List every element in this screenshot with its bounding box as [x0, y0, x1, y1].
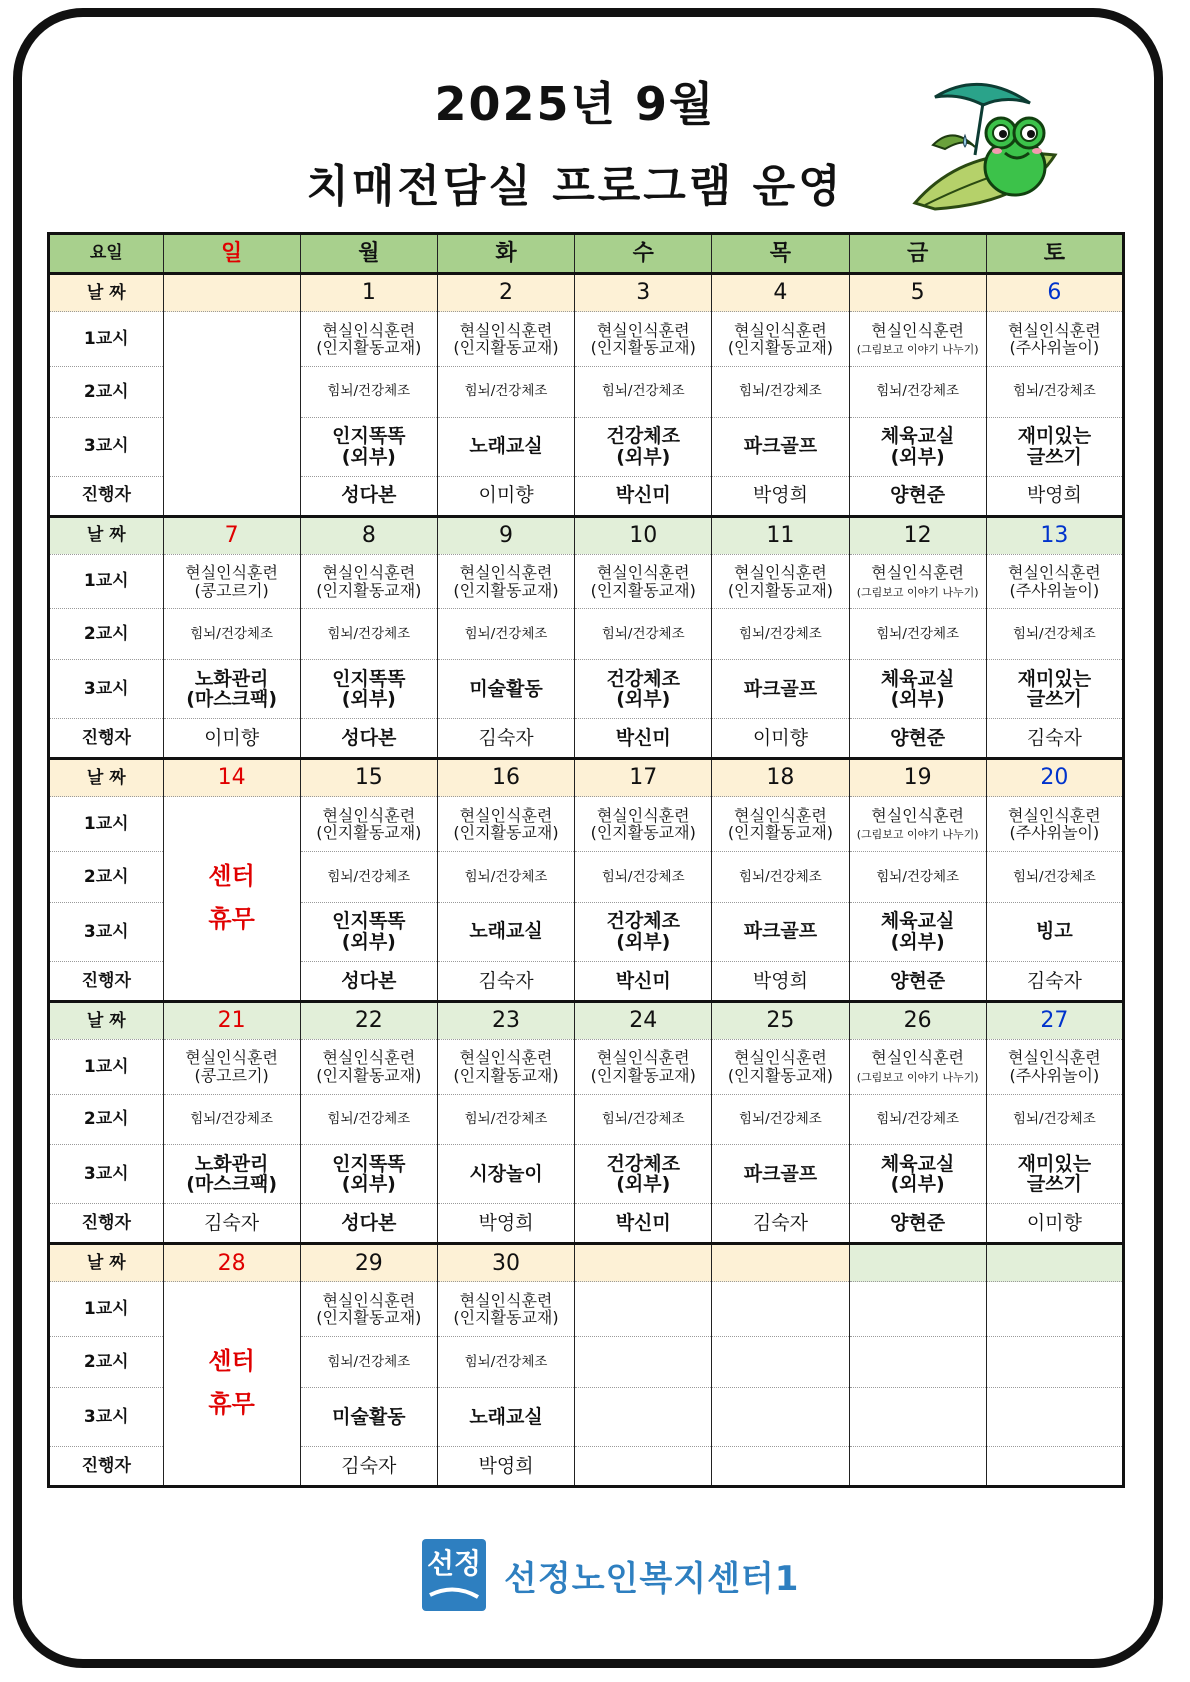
week2-period1-row — [49, 554, 1124, 609]
svg-text:선정: 선정 — [426, 1547, 482, 1580]
program-cell: 재미있는 글쓰기 — [986, 417, 1123, 476]
date-cell: 12 — [849, 516, 986, 554]
program-cell: 현실인식훈련 (인지활동교재) — [575, 312, 712, 367]
program-cell: 현실인식훈련 (주사위놀이) — [986, 1039, 1123, 1094]
program-cell: 현실인식훈련 (인지활동교재) — [300, 1039, 437, 1094]
program-cell: 현실인식훈련 (인지활동교재) — [300, 312, 437, 367]
period3-label: 3교시 — [49, 1387, 164, 1446]
program-cell: 힘뇌/건강체조 — [437, 1094, 574, 1145]
program-cell: 현실인식훈련 (인지활동교재) — [300, 554, 437, 609]
date-cell — [712, 1244, 849, 1282]
weekday-fri: 금 — [849, 234, 986, 274]
leader-cell: 김숙자 — [437, 961, 574, 1001]
program-cell: 힘뇌/건강체조 — [712, 852, 849, 903]
program-cell: 힘뇌/건강체조 — [437, 852, 574, 903]
weekday-header-row — [49, 234, 1124, 274]
period1-label: 1교시 — [49, 554, 164, 609]
weekday-label: 요일 — [49, 234, 164, 274]
empty-cell — [849, 1282, 986, 1337]
leader-label: 진행자 — [49, 1446, 164, 1486]
period3-label: 3교시 — [49, 1145, 164, 1204]
program-cell: 힘뇌/건강체조 — [712, 366, 849, 417]
week5-date-row — [49, 1244, 1124, 1282]
leader-cell: 성다본 — [300, 961, 437, 1001]
date-cell: 13 — [986, 516, 1123, 554]
org-name: 선정노인복지센터1 — [504, 1558, 800, 1599]
date-cell: 24 — [575, 1001, 712, 1039]
program-cell: 미술활동 — [300, 1387, 437, 1446]
leader-cell: 김숙자 — [986, 961, 1123, 1001]
leader-cell: 이미향 — [437, 476, 574, 516]
program-cell: 현실인식훈련 (주사위놀이) — [986, 312, 1123, 367]
leader-cell: 박영희 — [712, 961, 849, 1001]
program-cell: 현실인식훈련 (주사위놀이) — [986, 554, 1123, 609]
program-cell: 힘뇌/건강체조 — [300, 366, 437, 417]
empty-cell — [575, 1337, 712, 1388]
date-cell: 17 — [575, 759, 712, 797]
week4-leader-row — [49, 1204, 1124, 1244]
period1-label: 1교시 — [49, 797, 164, 852]
date-cell: 29 — [300, 1244, 437, 1282]
date-cell: 18 — [712, 759, 849, 797]
week2-leader-row — [49, 719, 1124, 759]
program-cell: 힘뇌/건강체조 — [575, 1094, 712, 1145]
date-cell: 22 — [300, 1001, 437, 1039]
date-cell — [575, 1244, 712, 1282]
program-cell: 노래교실 — [437, 902, 574, 961]
program-cell: 힘뇌/건강체조 — [437, 366, 574, 417]
program-cell: 현실인식훈련 (그림보고 이야기 나누기) — [849, 312, 986, 367]
week2-date-row — [49, 516, 1124, 554]
program-cell: 현실인식훈련 (인지활동교재) — [437, 1282, 574, 1337]
program-cell: 힘뇌/건강체조 — [437, 609, 574, 660]
program-cell: 현실인식훈련 (그림보고 이야기 나누기) — [849, 797, 986, 852]
empty-cell — [849, 1446, 986, 1486]
date-cell: 3 — [575, 274, 712, 312]
program-cell: 파크골프 — [712, 902, 849, 961]
program-cell: 힘뇌/건강체조 — [986, 852, 1123, 903]
period2-label: 2교시 — [49, 609, 164, 660]
period2-label: 2교시 — [49, 1094, 164, 1145]
program-cell: 체육교실 (외부) — [849, 417, 986, 476]
date-label: 날 짜 — [49, 516, 164, 554]
date-cell — [163, 274, 300, 312]
program-cell: 현실인식훈련 (그림보고 이야기 나누기) — [849, 554, 986, 609]
program-cell: 현실인식훈련 (인지활동교재) — [712, 797, 849, 852]
program-cell: 힘뇌/건강체조 — [163, 1094, 300, 1145]
date-cell — [849, 1244, 986, 1282]
leader-cell: 성다본 — [300, 1204, 437, 1244]
program-cell: 힘뇌/건강체조 — [300, 1094, 437, 1145]
program-cell: 현실인식훈련 (주사위놀이) — [986, 797, 1123, 852]
period2-label: 2교시 — [49, 1337, 164, 1388]
schedule-table — [47, 232, 1125, 1488]
date-label: 날 짜 — [49, 1001, 164, 1039]
period2-label: 2교시 — [49, 366, 164, 417]
program-cell: 힘뇌/건강체조 — [575, 366, 712, 417]
program-cell: 힘뇌/건강체조 — [986, 366, 1123, 417]
program-cell: 힘뇌/건강체조 — [849, 609, 986, 660]
program-cell: 현실인식훈련 (인지활동교재) — [300, 797, 437, 852]
empty-cell — [986, 1282, 1123, 1337]
program-cell: 현실인식훈련 (인지활동교재) — [437, 1039, 574, 1094]
week5-period1-row — [49, 1282, 1124, 1337]
org-logo-mark — [420, 1535, 490, 1615]
program-cell: 인지똑똑 (외부) — [300, 1145, 437, 1204]
frog-umbrella-illustration — [905, 75, 1075, 215]
program-cell: 노화관리 (마스크팩) — [163, 660, 300, 719]
empty-cell — [712, 1282, 849, 1337]
date-cell: 7 — [163, 516, 300, 554]
program-cell: 힘뇌/건강체조 — [300, 852, 437, 903]
leader-cell: 박영희 — [437, 1204, 574, 1244]
program-cell: 건강체조 (외부) — [575, 417, 712, 476]
program-cell: 인지똑똑 (외부) — [300, 660, 437, 719]
period2-label: 2교시 — [49, 852, 164, 903]
weekday-tue: 화 — [437, 234, 574, 274]
period3-label: 3교시 — [49, 417, 164, 476]
weekday-sat: 토 — [986, 234, 1123, 274]
program-cell: 힘뇌/건강체조 — [437, 1337, 574, 1388]
leader-cell: 박신미 — [575, 1204, 712, 1244]
leader-cell: 양현준 — [849, 1204, 986, 1244]
leader-label: 진행자 — [49, 961, 164, 1001]
program-cell: 힘뇌/건강체조 — [986, 609, 1123, 660]
week1-date-row — [49, 274, 1124, 312]
empty-cell — [849, 1387, 986, 1446]
program-cell: 파크골프 — [712, 1145, 849, 1204]
program-cell: 힘뇌/건강체조 — [986, 1094, 1123, 1145]
program-cell: 현실인식훈련 (인지활동교재) — [575, 554, 712, 609]
program-cell: 노래교실 — [437, 1387, 574, 1446]
program-cell: 파크골프 — [712, 660, 849, 719]
program-cell: 힘뇌/건강체조 — [849, 852, 986, 903]
period3-label: 3교시 — [49, 902, 164, 961]
date-cell: 30 — [437, 1244, 574, 1282]
date-cell: 6 — [986, 274, 1123, 312]
program-cell: 현실인식훈련 (인지활동교재) — [437, 554, 574, 609]
empty-cell — [575, 1446, 712, 1486]
empty-cell — [986, 1446, 1123, 1486]
week4-period3-row — [49, 1145, 1124, 1204]
leader-cell: 성다본 — [300, 719, 437, 759]
program-cell: 현실인식훈련 (그림보고 이야기 나누기) — [849, 1039, 986, 1094]
leader-cell: 김숙자 — [163, 1204, 300, 1244]
program-cell: 시장놀이 — [437, 1145, 574, 1204]
empty-cell — [712, 1337, 849, 1388]
date-cell: 16 — [437, 759, 574, 797]
leader-cell: 양현준 — [849, 961, 986, 1001]
week4-period2-row — [49, 1094, 1124, 1145]
date-cell: 1 — [300, 274, 437, 312]
date-cell: 26 — [849, 1001, 986, 1039]
program-cell: 현실인식훈련 (인지활동교재) — [437, 312, 574, 367]
empty-cell — [712, 1387, 849, 1446]
date-cell: 19 — [849, 759, 986, 797]
date-cell: 5 — [849, 274, 986, 312]
leader-cell: 양현준 — [849, 719, 986, 759]
program-cell: 현실인식훈련 (인지활동교재) — [300, 1282, 437, 1337]
org-logo — [420, 1535, 799, 1615]
program-cell: 힘뇌/건강체조 — [849, 366, 986, 417]
program-cell: 현실인식훈련 (인지활동교재) — [437, 797, 574, 852]
weekday-sun: 일 — [163, 234, 300, 274]
program-cell: 힘뇌/건강체조 — [712, 1094, 849, 1145]
empty-cell — [575, 1282, 712, 1337]
period3-label: 3교시 — [49, 660, 164, 719]
program-cell: 힘뇌/건강체조 — [163, 609, 300, 660]
date-cell: 14 — [163, 759, 300, 797]
program-cell: 현실인식훈련 (콩고르기) — [163, 554, 300, 609]
program-cell: 현실인식훈련 (인지활동교재) — [712, 554, 849, 609]
date-label: 날 짜 — [49, 1244, 164, 1282]
empty-cell — [163, 312, 300, 517]
closed-cell: 센터 휴무 — [163, 1282, 300, 1487]
weekday-wed: 수 — [575, 234, 712, 274]
program-cell: 체육교실 (외부) — [849, 1145, 986, 1204]
program-cell: 인지똑똑 (외부) — [300, 417, 437, 476]
week2-period3-row — [49, 660, 1124, 719]
period1-label: 1교시 — [49, 1039, 164, 1094]
program-cell: 재미있는 글쓰기 — [986, 660, 1123, 719]
leader-cell: 박신미 — [575, 961, 712, 1001]
week1-period1-row — [49, 312, 1124, 367]
program-cell: 건강체조 (외부) — [575, 1145, 712, 1204]
date-cell — [986, 1244, 1123, 1282]
empty-cell — [986, 1337, 1123, 1388]
program-cell: 힘뇌/건강체조 — [575, 852, 712, 903]
date-cell: 21 — [163, 1001, 300, 1039]
week4-period1-row — [49, 1039, 1124, 1094]
program-cell: 힘뇌/건강체조 — [300, 609, 437, 660]
date-cell: 20 — [986, 759, 1123, 797]
program-cell: 빙고 — [986, 902, 1123, 961]
page-title-month: 2025년 9월 — [434, 77, 716, 131]
empty-cell — [986, 1387, 1123, 1446]
program-cell: 힘뇌/건강체조 — [712, 609, 849, 660]
leader-cell: 김숙자 — [712, 1204, 849, 1244]
week3-date-row — [49, 759, 1124, 797]
date-cell: 8 — [300, 516, 437, 554]
date-label: 날 짜 — [49, 274, 164, 312]
leader-cell: 김숙자 — [437, 719, 574, 759]
program-cell: 파크골프 — [712, 417, 849, 476]
week4-date-row — [49, 1001, 1124, 1039]
program-cell: 노화관리 (마스크팩) — [163, 1145, 300, 1204]
date-cell: 27 — [986, 1001, 1123, 1039]
closed-cell: 센터 휴무 — [163, 797, 300, 1002]
program-cell: 힘뇌/건강체조 — [300, 1337, 437, 1388]
week2-period2-row — [49, 609, 1124, 660]
program-cell: 힘뇌/건강체조 — [849, 1094, 986, 1145]
date-cell: 11 — [712, 516, 849, 554]
date-cell: 25 — [712, 1001, 849, 1039]
program-cell: 인지똑똑 (외부) — [300, 902, 437, 961]
leader-cell: 이미향 — [163, 719, 300, 759]
leader-label: 진행자 — [49, 476, 164, 516]
program-cell: 힘뇌/건강체조 — [575, 609, 712, 660]
leader-cell: 박영희 — [712, 476, 849, 516]
date-cell: 28 — [163, 1244, 300, 1282]
empty-cell — [849, 1337, 986, 1388]
program-cell: 건강체조 (외부) — [575, 902, 712, 961]
leader-cell: 박영희 — [437, 1446, 574, 1486]
program-cell: 현실인식훈련 (콩고르기) — [163, 1039, 300, 1094]
week3-period1-row — [49, 797, 1124, 852]
leader-cell: 양현준 — [849, 476, 986, 516]
program-cell: 현실인식훈련 (인지활동교재) — [575, 797, 712, 852]
program-cell: 현실인식훈련 (인지활동교재) — [712, 1039, 849, 1094]
leader-label: 진행자 — [49, 719, 164, 759]
program-cell: 체육교실 (외부) — [849, 902, 986, 961]
leader-cell: 김숙자 — [986, 719, 1123, 759]
leader-cell: 박신미 — [575, 719, 712, 759]
date-cell: 9 — [437, 516, 574, 554]
weekday-mon: 월 — [300, 234, 437, 274]
program-cell: 체육교실 (외부) — [849, 660, 986, 719]
leader-cell: 이미향 — [712, 719, 849, 759]
program-cell: 현실인식훈련 (인지활동교재) — [575, 1039, 712, 1094]
period1-label: 1교시 — [49, 1282, 164, 1337]
weekday-thu: 목 — [712, 234, 849, 274]
leader-cell: 이미향 — [986, 1204, 1123, 1244]
leader-cell: 박영희 — [986, 476, 1123, 516]
date-cell: 4 — [712, 274, 849, 312]
date-label: 날 짜 — [49, 759, 164, 797]
empty-cell — [712, 1446, 849, 1486]
program-cell: 재미있는 글쓰기 — [986, 1145, 1123, 1204]
leader-label: 진행자 — [49, 1204, 164, 1244]
date-cell: 2 — [437, 274, 574, 312]
period1-label: 1교시 — [49, 312, 164, 367]
program-cell: 현실인식훈련 (인지활동교재) — [712, 312, 849, 367]
program-cell: 노래교실 — [437, 417, 574, 476]
program-cell: 건강체조 (외부) — [575, 660, 712, 719]
program-cell: 미술활동 — [437, 660, 574, 719]
page-title-program: 치매전담실 프로그램 운영 — [306, 161, 844, 212]
date-cell: 15 — [300, 759, 437, 797]
leader-cell: 박신미 — [575, 476, 712, 516]
leader-cell: 성다본 — [300, 476, 437, 516]
date-cell: 23 — [437, 1001, 574, 1039]
empty-cell — [575, 1387, 712, 1446]
leader-cell: 김숙자 — [300, 1446, 437, 1486]
date-cell: 10 — [575, 516, 712, 554]
